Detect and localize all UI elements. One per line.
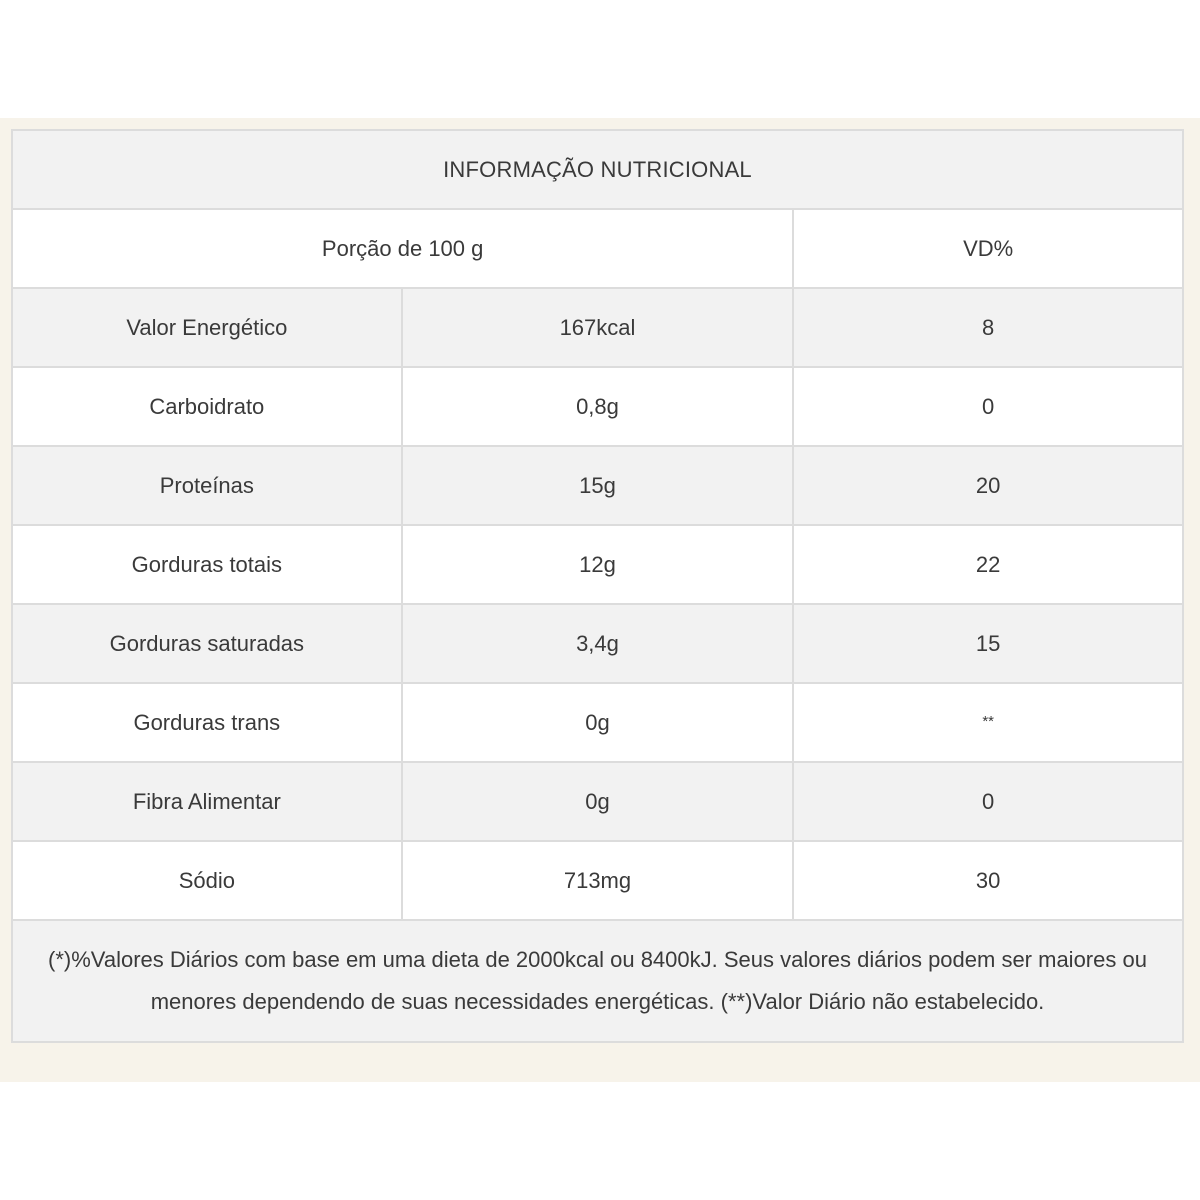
not-established-marker: ** — [982, 712, 994, 730]
table-row — [12, 604, 1183, 683]
table-row — [12, 525, 1183, 604]
nutrient-name: Fibra Alimentar — [12, 762, 402, 841]
nutrient-name: Valor Energético — [12, 288, 402, 367]
nutrient-vd — [793, 683, 1183, 762]
nutrient-name: Sódio — [12, 841, 402, 920]
nutrient-amount: 15g — [402, 446, 794, 525]
nutrient-vd: 15 — [793, 604, 1183, 683]
nutrient-name: Gorduras saturadas — [12, 604, 402, 683]
table-title-row — [12, 130, 1183, 209]
table-row — [12, 762, 1183, 841]
nutrient-amount: 0g — [402, 683, 794, 762]
table-title: INFORMAÇÃO NUTRICIONAL — [12, 130, 1183, 209]
nutrition-panel — [0, 118, 1200, 1082]
table-row — [12, 367, 1183, 446]
nutrient-amount: 12g — [402, 525, 794, 604]
table-row — [12, 841, 1183, 920]
table-row — [12, 683, 1183, 762]
nutrient-vd: 20 — [793, 446, 1183, 525]
nutrient-name: Carboidrato — [12, 367, 402, 446]
table-footnote-row — [12, 920, 1183, 1042]
nutrient-amount: 167kcal — [402, 288, 794, 367]
portion-header: Porção de 100 g — [12, 209, 793, 288]
nutrient-amount: 0g — [402, 762, 794, 841]
nutrient-name: Gorduras trans — [12, 683, 402, 762]
nutrient-vd: 22 — [793, 525, 1183, 604]
table-row — [12, 446, 1183, 525]
nutrient-name: Gorduras totais — [12, 525, 402, 604]
nutrient-vd: 30 — [793, 841, 1183, 920]
nutrient-amount: 3,4g — [402, 604, 794, 683]
nutrient-vd: 0 — [793, 367, 1183, 446]
vd-header: VD% — [793, 209, 1183, 288]
nutrient-vd: 8 — [793, 288, 1183, 367]
table-header-row — [12, 209, 1183, 288]
nutrient-amount: 0,8g — [402, 367, 794, 446]
nutrient-vd: 0 — [793, 762, 1183, 841]
table-row — [12, 288, 1183, 367]
nutrient-name: Proteínas — [12, 446, 402, 525]
footnote: (*)%Valores Diários com base em uma dieta de 2000kcal ou 8400kJ. Seus valores diários podem ser maiores ou menores dependendo de suas necessidades energéticas. (**)Valor Diário não estabelecido. — [12, 920, 1183, 1042]
nutrition-table — [11, 129, 1184, 1043]
nutrient-amount: 713mg — [402, 841, 794, 920]
